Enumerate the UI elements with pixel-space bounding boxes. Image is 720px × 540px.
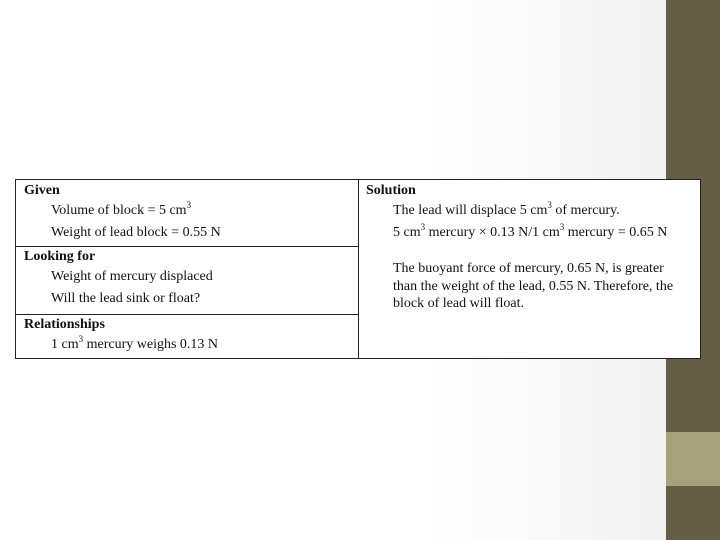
row-divider-given <box>16 246 358 247</box>
solution-line-1 <box>366 200 696 222</box>
looking-for-heading: Looking for <box>24 249 96 264</box>
solution-section <box>366 182 696 313</box>
relationship-prefix: 1 cm <box>51 337 79 352</box>
looking-for-section <box>24 248 354 310</box>
given-volume-exponent: 3 <box>186 200 192 210</box>
side-bar-segment-middle <box>666 432 720 486</box>
solution-line-2 <box>366 222 696 244</box>
row-divider-looking-for <box>16 314 358 315</box>
given-heading: Given <box>24 183 60 198</box>
solution-line-1-prefix: The lead will displace 5 cm <box>393 203 548 218</box>
solution-line-2-exponent-1: 3 <box>420 222 426 232</box>
solution-conclusion: The buoyant force of mercury, 0.65 N, is greater than the weight of the lead, 0.55 N. Therefore, the block of lead will float. <box>393 261 674 311</box>
side-bar-segment-bottom <box>666 486 720 540</box>
solution-heading: Solution <box>366 183 416 198</box>
looking-for-line-2: Will the lead sink or float? <box>51 291 201 306</box>
solution-line-2-part-b: mercury × 0.13 N/1 cm <box>425 225 560 240</box>
given-weight-line: Weight of lead block = 0.55 N <box>51 225 221 240</box>
relationship-line <box>24 334 354 356</box>
looking-for-line-1: Weight of mercury displaced <box>51 269 213 284</box>
solution-line-2-part-c: mercury = 0.65 N <box>564 225 668 240</box>
problem-table <box>15 179 701 359</box>
column-divider <box>358 180 359 358</box>
given-volume-line <box>24 200 354 222</box>
given-volume-text: Volume of block = 5 cm <box>51 203 187 218</box>
given-section <box>24 182 354 244</box>
solution-line-1-suffix: of mercury. <box>551 203 620 218</box>
solution-line-1-exponent: 3 <box>547 200 552 210</box>
relationship-exponent: 3 <box>78 334 84 344</box>
relationships-heading: Relationships <box>24 317 105 332</box>
relationship-suffix: mercury weighs 0.13 N <box>83 337 219 352</box>
relationships-section <box>24 316 354 356</box>
solution-line-2-part-a: 5 cm <box>393 225 421 240</box>
solution-line-2-exponent-2: 3 <box>559 222 565 232</box>
